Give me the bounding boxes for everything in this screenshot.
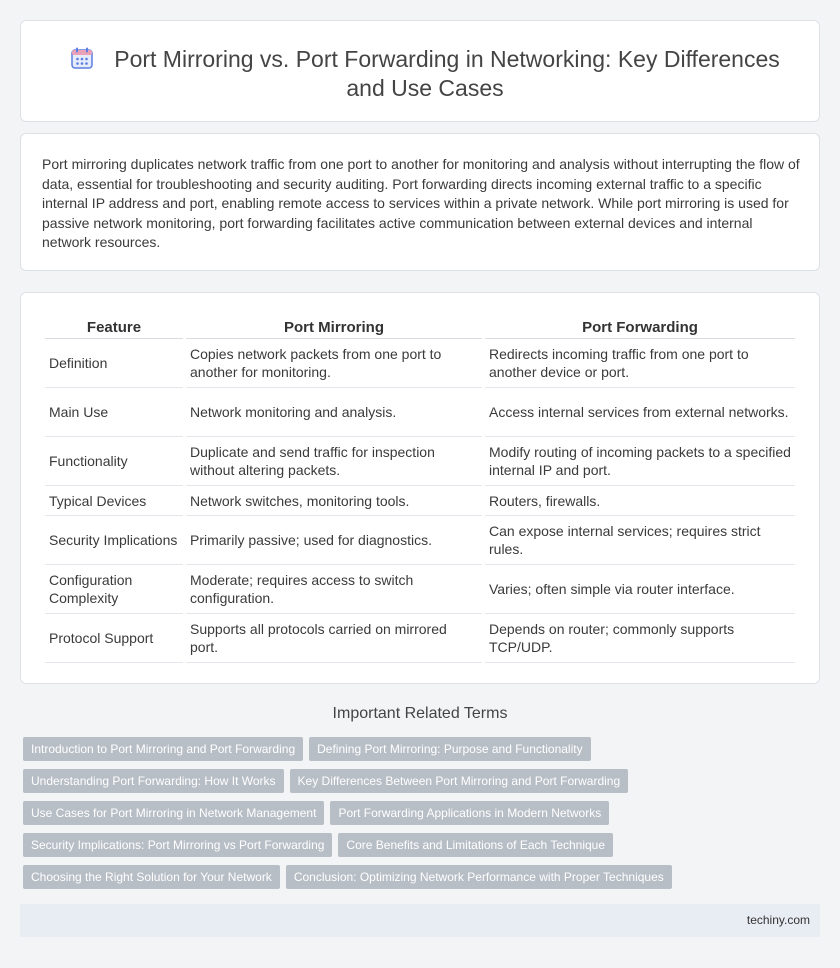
tag-row	[23, 737, 803, 769]
footer	[20, 904, 820, 937]
footer-site-link[interactable]: techiny.com	[746, 913, 810, 927]
comparison-card	[20, 292, 820, 684]
table-row	[45, 388, 795, 437]
page-title-text: Port Mirroring vs. Port Forwarding in Networking: Key Differences and Use Cases	[114, 46, 780, 101]
page-title	[51, 45, 799, 103]
forwarding-cell: Depends on router; commonly supports TCP/UDP.	[485, 614, 795, 663]
feature-cell: Typical Devices	[45, 486, 183, 516]
related-term-tag[interactable]: Key Differences Between Port Mirroring and Port Forwarding	[290, 769, 629, 793]
intro-paragraph: Port mirroring duplicates network traffic from one port to another for monitoring and analysis without interrupting the flow of data, essential for troubleshooting and security auditing. Port forwarding directs incoming external traffic to a specific internal IP address and port, enabling remote access to services within a private network. While port mirroring is used for passive network monitoring, port forwarding facilitates active communication between external devices and internal network resources.	[42, 156, 800, 251]
table-row	[45, 565, 795, 614]
forwarding-cell: Varies; often simple via router interface.	[485, 565, 795, 614]
feature-cell: Configuration Complexity	[45, 565, 183, 614]
related-term-tag[interactable]: Conclusion: Optimizing Network Performance with Proper Techniques	[286, 865, 672, 889]
table-header-row	[45, 317, 795, 339]
mirroring-cell: Moderate; requires access to switch configuration.	[186, 565, 482, 614]
related-term-tag[interactable]: Port Forwarding Applications in Modern Networks	[330, 801, 609, 825]
forwarding-cell: Modify routing of incoming packets to a specified internal IP and port.	[485, 437, 795, 486]
mirroring-cell: Network switches, monitoring tools.	[186, 486, 482, 516]
header-card	[20, 20, 820, 122]
tag-row	[23, 833, 803, 865]
forwarding-cell: Access internal services from external networks.	[485, 388, 795, 437]
forwarding-cell: Routers, firewalls.	[485, 486, 795, 516]
mirroring-cell: Duplicate and send traffic for inspection without altering packets.	[186, 437, 482, 486]
related-term-tag[interactable]: Understanding Port Forwarding: How It Works	[23, 769, 284, 793]
table-row	[45, 614, 795, 663]
related-term-tag[interactable]: Security Implications: Port Mirroring vs Port Forwarding	[23, 833, 332, 857]
mirroring-cell: Network monitoring and analysis.	[186, 388, 482, 437]
related-term-tag[interactable]: Defining Port Mirroring: Purpose and Functionality	[309, 737, 590, 761]
feature-cell: Main Use	[45, 388, 183, 437]
forwarding-cell: Redirects incoming traffic from one port to another device or port.	[485, 339, 795, 388]
related-term-tag[interactable]: Core Benefits and Limitations of Each Technique	[338, 833, 613, 857]
feature-cell: Security Implications	[45, 516, 183, 565]
related-terms-list	[23, 737, 803, 897]
feature-cell: Protocol Support	[45, 614, 183, 663]
feature-cell: Functionality	[45, 437, 183, 486]
mirroring-cell: Supports all protocols carried on mirrored port.	[186, 614, 482, 663]
intro-card	[20, 133, 820, 271]
header-port-mirroring: Port Mirroring	[186, 317, 482, 339]
table-row	[45, 437, 795, 486]
header-feature: Feature	[45, 317, 183, 339]
calendar-icon	[70, 46, 94, 70]
table-row	[45, 486, 795, 516]
header-port-forwarding: Port Forwarding	[485, 317, 795, 339]
tag-row	[23, 865, 803, 897]
table-row	[45, 339, 795, 388]
tag-row	[23, 769, 803, 801]
mirroring-cell: Primarily passive; used for diagnostics.	[186, 516, 482, 565]
related-term-tag[interactable]: Use Cases for Port Mirroring in Network Management	[23, 801, 324, 825]
tag-row	[23, 801, 803, 833]
feature-cell: Definition	[45, 339, 183, 388]
related-term-tag[interactable]: Introduction to Port Mirroring and Port Forwarding	[23, 737, 303, 761]
header	[51, 45, 799, 103]
table-row	[45, 516, 795, 565]
related-term-tag[interactable]: Choosing the Right Solution for Your Network	[23, 865, 280, 889]
mirroring-cell: Copies network packets from one port to another for monitoring.	[186, 339, 482, 388]
comparison-table	[42, 317, 798, 663]
related-terms-title: Important Related Terms	[332, 705, 508, 722]
forwarding-cell: Can expose internal services; requires strict rules.	[485, 516, 795, 565]
